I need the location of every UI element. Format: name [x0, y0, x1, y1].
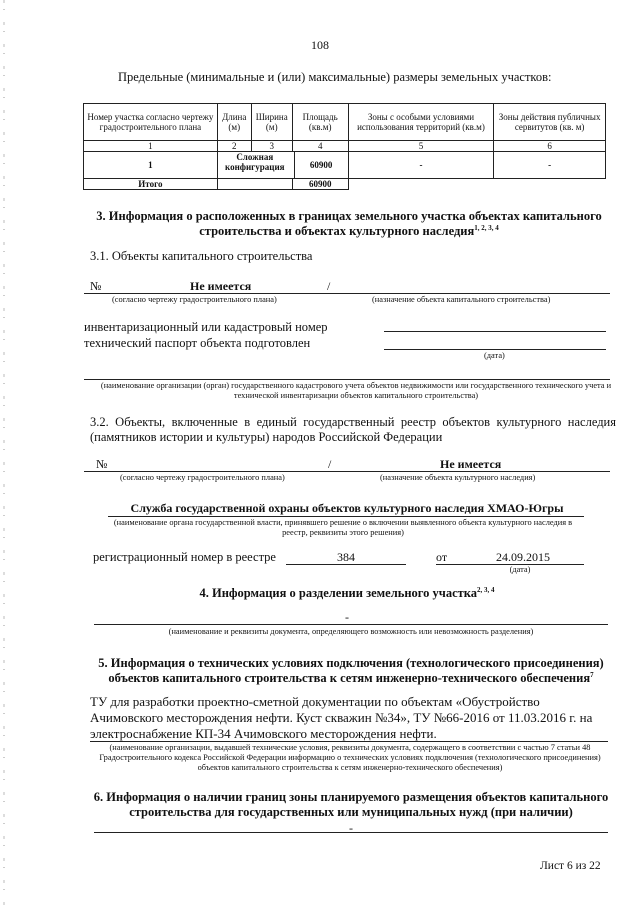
- section-3-title-text: 3. Информация о расположенных в границах земельного участка объектах капитального строительства и объектах культурного наследия: [96, 209, 602, 238]
- heritage-authority: Служба государственной охраны объектов культурного наследия ХМАО-Югры: [130, 501, 564, 515]
- total-area: 60900: [292, 179, 348, 190]
- table-cell: 3: [251, 141, 292, 152]
- registry-date: 24.09.2015: [496, 550, 550, 564]
- inventory-label: инвентаризационный или кадастровый номер: [84, 320, 328, 334]
- table-cell: 1: [84, 152, 218, 179]
- table-header-cell: Номер участка согласно чертежу градостроительного плана: [84, 104, 218, 141]
- planned-zone-value: -: [349, 821, 353, 835]
- table-cell: 5: [348, 141, 494, 152]
- footnote-ref: 1, 2, 3, 4: [474, 223, 499, 232]
- number-sign-2: №: [96, 457, 108, 471]
- section-5-title: [84, 656, 618, 686]
- footnote-ref: 2, 3, 4: [477, 585, 495, 594]
- registry-number: 384: [337, 550, 355, 564]
- table-cell: -: [348, 152, 494, 179]
- caption-purpose: (назначение объекта капитального строительства): [372, 295, 551, 304]
- slash-2: /: [328, 457, 332, 471]
- plot-shape: Сложная конфигурация: [225, 152, 285, 172]
- caption-division: (наименование и реквизиты документа, определяющего возможность или невозможность разделения): [168, 627, 534, 636]
- section-4-title: [84, 586, 610, 601]
- table-header-cell: Длина (м): [217, 104, 251, 141]
- no-objects-value: Не имеется: [190, 279, 252, 293]
- table-cell: Итого: [84, 179, 218, 190]
- section-6-title: 6. Информация о наличии границ зоны планируемого размещения объектов капитального строительства для государственных или муниципальных нужд (при наличии): [93, 790, 609, 819]
- passport-label: технический паспорт объекта подготовлен: [84, 336, 311, 350]
- table-header-cell: Площадь (кв.м): [292, 104, 348, 141]
- section-5-title-text: 5. Информация о технических условиях подключения (технологического присоединения) объектов капитального строительства к сетям инженерно-технического обеспечения: [98, 656, 604, 685]
- section-4-title-text: 4. Информация о разделении земельного участка: [199, 586, 478, 600]
- no-heritage-value: Не имеется: [440, 457, 502, 471]
- slash: /: [327, 279, 331, 293]
- size-limits-intro: Предельные (минимальные и (или) максимальные) размеры земельных участков:: [118, 70, 552, 84]
- footnote-ref: 7: [590, 670, 594, 679]
- table-header-cell: Зоны с особыми условиями использования территорий (кв.м): [348, 104, 494, 141]
- plot-size-table: [83, 103, 606, 190]
- section-3-title: [84, 209, 614, 239]
- caption-tech-conditions: (наименование организации, выдавшей технические условия, реквизиты документа, содержащего в соответствии с частью 7 статьи 48 Градостроительного кодекса Российской Федерации информацию о технических условиях подключения (технологического присоединения) объектов капитального строительства к сетям инженерно-технического обеспечения): [99, 743, 601, 772]
- registry-number-label: регистрационный номер в реестре: [93, 550, 276, 564]
- table-row: [84, 152, 606, 179]
- caption-drawing: (согласно чертежу градостроительного плана): [112, 295, 277, 304]
- table-cell: 2: [217, 141, 251, 152]
- caption-date: (дата): [484, 351, 505, 360]
- sheet-counter: Лист 6 из 22: [540, 860, 601, 872]
- tech-conditions-line-3: электроснабжение КП-34 Ачимовского месторождения нефти.: [90, 726, 437, 741]
- caption-heritage-purpose: (назначение объекта культурного наследия): [380, 473, 536, 482]
- table-cell: -: [494, 152, 606, 179]
- table-total-row: [84, 179, 606, 190]
- table-header-cell: Зоны действия публичных сервитутов (кв. м): [494, 104, 606, 141]
- caption-organization: (наименование организации (орган) государственного кадастрового учета объектов недвижимости или государственного технического учета и технической инвентаризации объектов капитального строительства): [100, 381, 612, 400]
- subsection-3-1: 3.1. Объекты капитального строительства: [90, 249, 313, 263]
- table-cell: 6: [494, 141, 606, 152]
- division-value: -: [345, 610, 349, 624]
- subsection-3-2: 3.2. Объекты, включенные в единый государственный реестр объектов культурного наследия (памятников истории и культуры) народов Российской Федерации: [90, 415, 616, 444]
- plot-area: 60900: [294, 152, 348, 178]
- page-number: 108: [311, 38, 329, 52]
- scan-edge-artifact: [3, 0, 5, 905]
- caption-drawing-2: (согласно чертежу градостроительного плана): [120, 473, 285, 482]
- table-cell: 4: [292, 141, 348, 152]
- caption-date-2: (дата): [509, 565, 531, 574]
- table-header-row: [84, 104, 606, 141]
- table-cell-shape: [217, 152, 348, 179]
- tech-conditions-line-1: ТУ для разработки проектно-сметной документации по объектам «Обустройство: [90, 694, 540, 709]
- caption-authority: (наименование органа государственной власти, принявшего решение о включении выявленного объекта культурного наследия в реестр, реквизиты этого решения): [113, 518, 573, 537]
- table-cell: 1: [84, 141, 218, 152]
- tech-conditions-line-2: Ачимовского месторождения нефти. Куст скважин №34», ТУ №66-2016 от 11.03.2016 г. на: [90, 710, 593, 725]
- table-index-row: [84, 141, 606, 152]
- table-header-cell: Ширина (м): [251, 104, 292, 141]
- from-label: от: [436, 550, 448, 564]
- number-sign: №: [90, 279, 102, 293]
